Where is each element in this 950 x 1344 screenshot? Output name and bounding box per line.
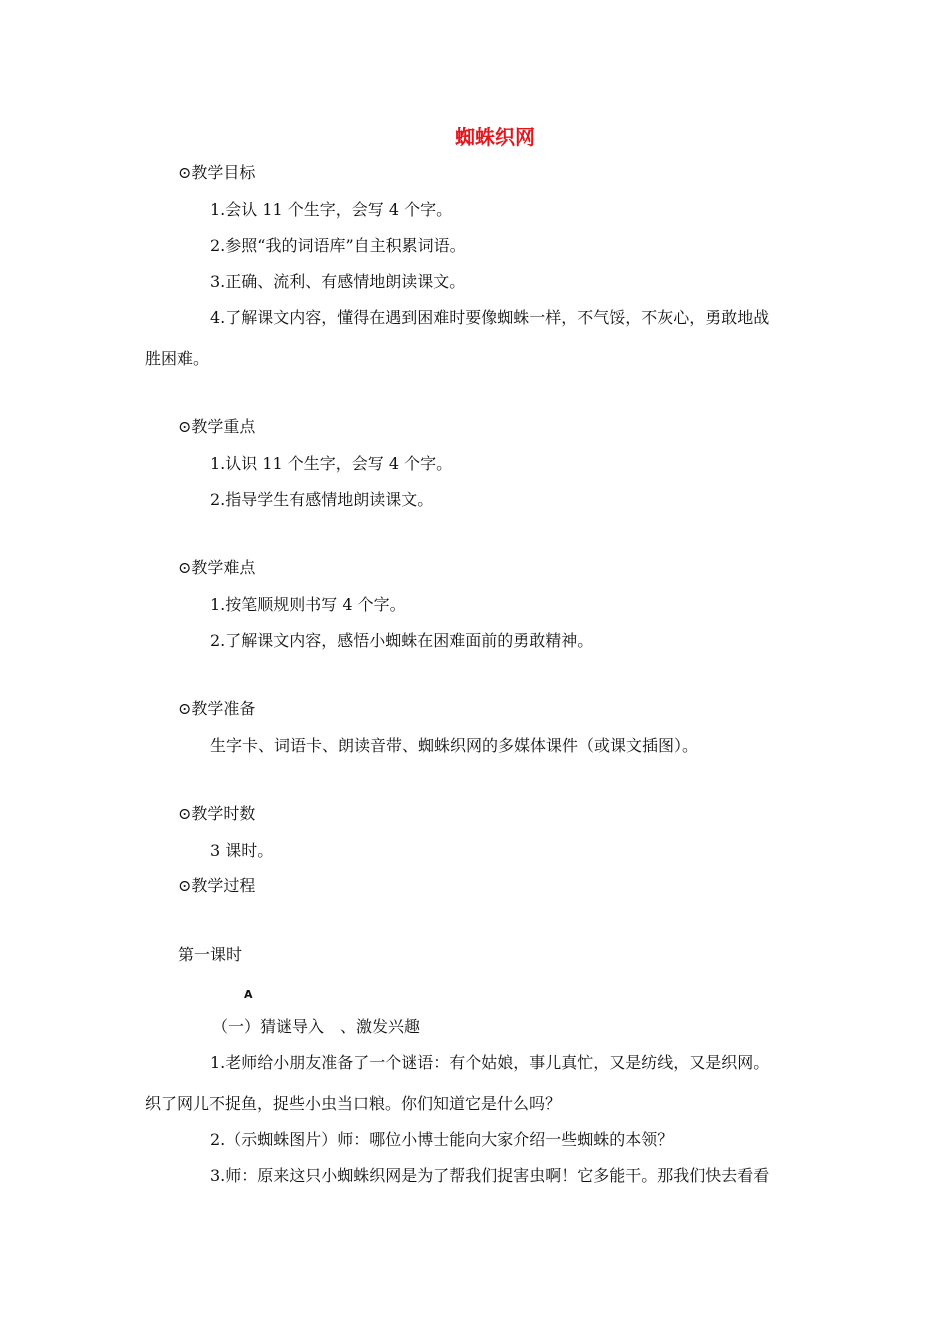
section-heading-goals: ⊙教学目标 (178, 163, 256, 182)
key-point-item: 1.认识 11 个生字，会写 4 个字。 (210, 454, 453, 473)
lesson-item: 2.（示蜘蛛图片）师：哪位小博士能向大家介绍一些蜘蛛的本领？ (210, 1130, 674, 1149)
hours-item: 3 课时。 (210, 841, 274, 860)
lesson-subheading: （一）猜谜导入 、激发兴趣 (212, 1017, 421, 1036)
goal-item: 2.参照“我的词语库”自主积累词语。 (210, 236, 466, 255)
lesson-item: 3.师：原来这只小蜘蛛织网是为了帮我们捉害虫啊！它多能干。那我们快去看看 (210, 1166, 770, 1185)
lesson-item: 1.老师给小朋友准备了一个谜语：有个姑娘，事儿真忙，又是纺线，又是织网。 (210, 1053, 770, 1072)
lesson-heading: 第一课时 (178, 945, 243, 964)
page-title: 蜘蛛织网 (455, 125, 535, 149)
goal-item: 3.正确、流利、有感情地朗读课文。 (210, 272, 466, 291)
goal-item: 4.了解课文内容，懂得在遇到困难时要像蜘蛛一样，不气馁，不灰心，勇敢地战 (210, 308, 770, 327)
section-heading-process: ⊙教学过程 (178, 876, 256, 895)
section-heading-hours: ⊙教学时数 (178, 804, 256, 823)
goal-item-continuation: 胜困难。 (145, 349, 210, 368)
lesson-marker: A (244, 988, 253, 1001)
section-heading-preparation: ⊙教学准备 (178, 699, 256, 718)
key-point-item: 2.指导学生有感情地朗读课文。 (210, 490, 434, 509)
preparation-item: 生字卡、词语卡、朗读音带、蜘蛛织网的多媒体课件（或课文插图）。 (210, 736, 699, 755)
section-heading-difficulties: ⊙教学难点 (178, 558, 256, 577)
difficulty-item: 2.了解课文内容，感悟小蜘蛛在困难面前的勇敢精神。 (210, 631, 594, 650)
difficulty-item: 1.按笔顺规则书写 4 个字。 (210, 595, 406, 614)
section-heading-key-points: ⊙教学重点 (178, 417, 256, 436)
lesson-item-continuation: 织了网儿不捉鱼，捉些小虫当口粮。你们知道它是什么吗？ (145, 1094, 562, 1113)
goal-item: 1.会认 11 个生字，会写 4 个字。 (210, 200, 453, 219)
